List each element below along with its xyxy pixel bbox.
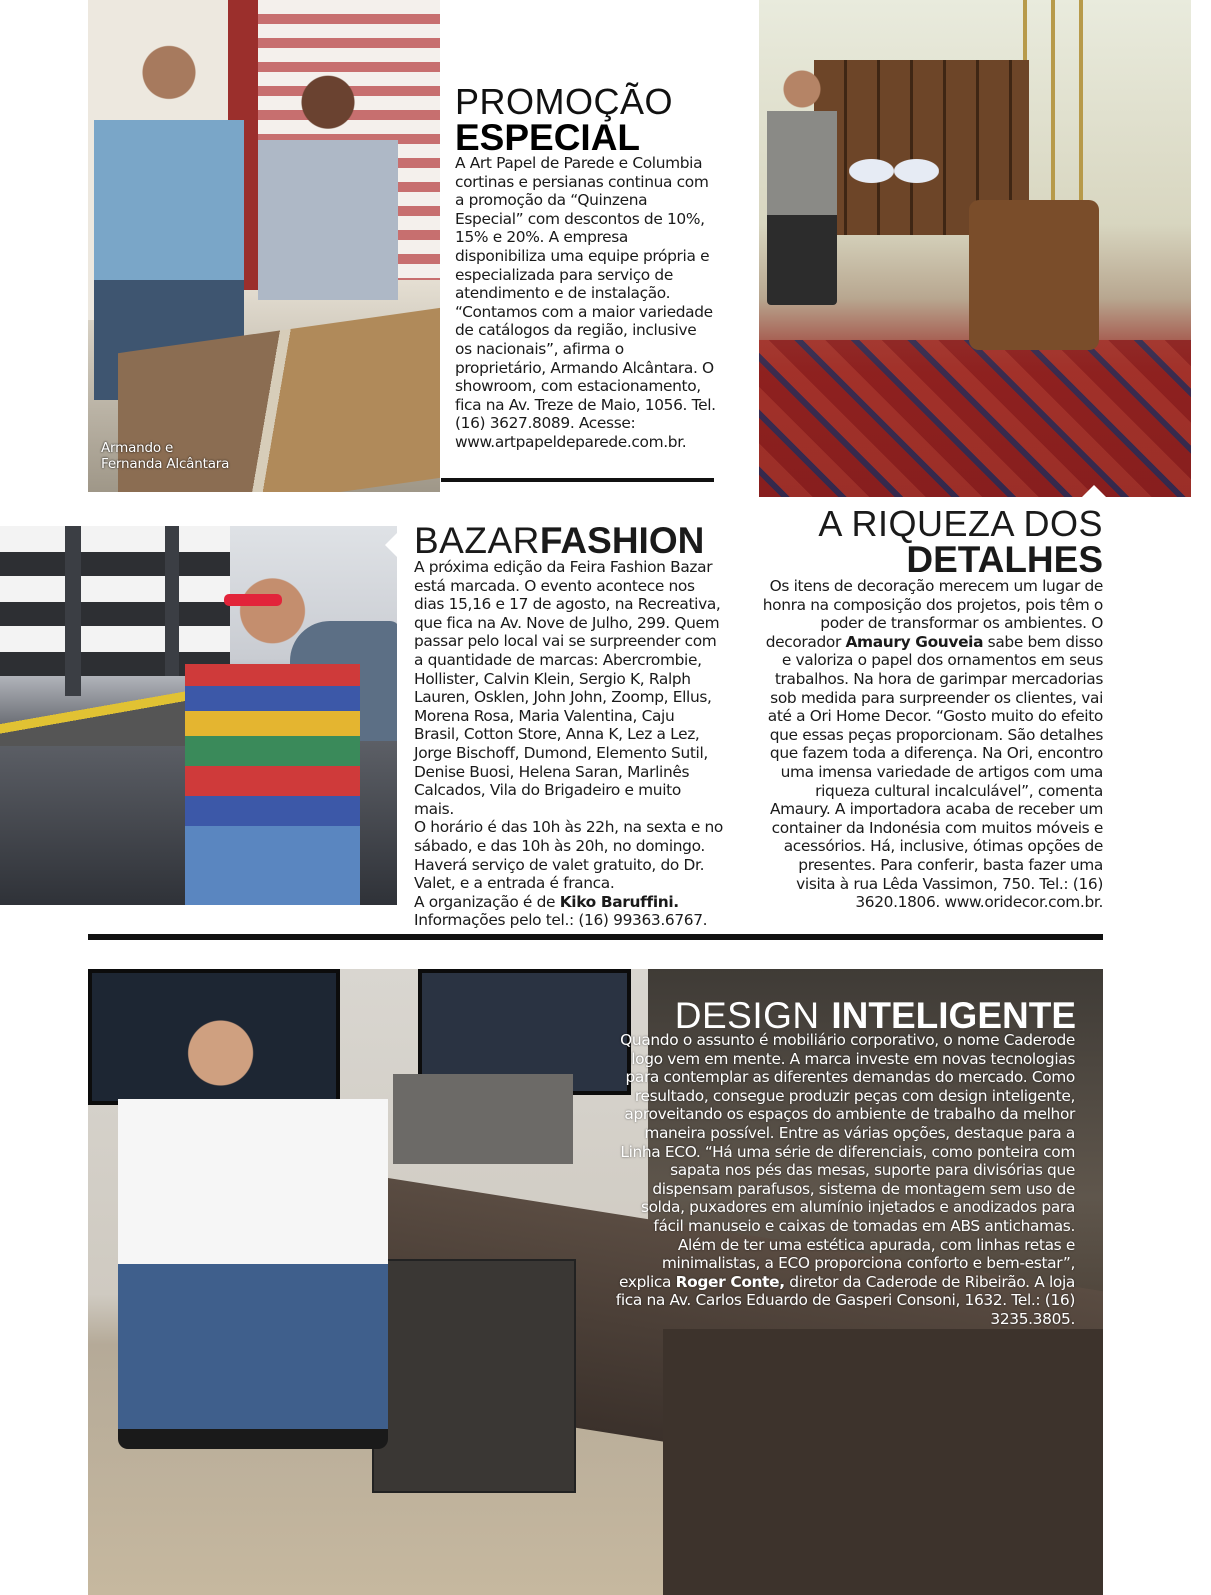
photo-kiko-baruffini: [0, 526, 397, 905]
wooden-armchair: [969, 200, 1099, 350]
riqueza-body: Os itens de decoração merecem um lugar de honra na composição dos projetos, pois têm o poder de transformar os ambientes. O decorador Amaury Gouveia sabe bem disso e valoriza o papel dos ornamentos em seus trabalhos. Na hora de garimpar mercadorias sob medida para surpreender os clientes, vai até a Ori Home Decor. “Gosto muito do efeito que essas peças proporcionam. São detalhes que fazem toda a diferença. Na Ori, encontro uma imensa variedade de artigos com uma riqueza cultural incalculável”, comenta Amaury. A importadora acaba de receber um container da Indonésia com muitos móveis e acessórios. Há, inclusive, ótimas opções de presentes. Para conferir, basta fazer uma visita à rua Lêda Vassimon, 750. Tel.: (16) 3620.1806. www.oridecor.com.br.: [762, 577, 1103, 912]
photo-caption: Armando e Fernanda Alcântara: [101, 440, 230, 472]
organizer-name: Kiko Baruffini.: [559, 892, 679, 911]
promo-heading: PROMOÇÃO ESPECIAL: [455, 81, 674, 158]
shelving-unit: [663, 1329, 1103, 1595]
red-sunglasses: [224, 594, 282, 606]
person-roger-conte: [118, 1009, 388, 1449]
person-fernanda: [258, 70, 398, 300]
porcelain-vases: [849, 135, 939, 195]
section-divider: [88, 934, 1103, 940]
designer-name: Amaury Gouveia: [845, 632, 984, 651]
persian-rug: [759, 340, 1191, 497]
person-amaury: [767, 65, 837, 305]
photo-armando-fernanda: [88, 0, 440, 492]
design-body: Quando o assunto é mobiliário corporativo, o nome Caderode logo vem em mente. A marca investe em novas tecnologias para contemplar as diferentes demandas do mercado. Como resultado, consegue produzir peças com design inteligente, aproveitando os espaços do ambiente de trabalho da melhor maneira possível. Entre as várias opções, destaque para a Linha ECO. “Há uma série de diferenciais, como ponteira com sapata nos pés das mesas, suporte para divisórias que dispensam parafusos, sistema de montagem sem uso de solda, puxadores em alumínio injetados e anodizados para fácil manuseio e caixas de tomadas em ABS antichamas. Além de ter uma estética apurada, com linhas retas e minimalistas, a ECO proporciona conforto e bem-estar”, explica Roger Conte, diretor da Caderode de Ribeirão. A loja fica na Av. Carlos Eduardo de Gasperi Consoni, 1632. Tel.: (16) 3235.3805.: [615, 1031, 1075, 1328]
bazar-body: A próxima edição da Feira Fashion Bazar está marcada. O evento acontece nos dias 15,16 e 17 de agosto, na Recreativa, que fica na Av. Nove de Julho, 299. Quem passar pelo local vai se surpreender com a quantidade de marcas: Abercrombie, Hollister, Calvin Klein, Sergio K, Ralph Lauren, Osklen, John John, Zoomp, Ellus, Morena Rosa, Maria Valentina, Caju Brasil, Cotton Store, Anna K, Lez a Lez, Jorge Bischoff, Dumond, Elemento Sutil, Denise Buosi, Helena Saran, Marlinês Calcados, Vila do Brigadeiro e muito mais. O horário é das 10h às 22h, na sexta e no sábado, e das 10h às 20h, no domingo. Haverá serviço de valet gratuito, do Dr. Valet, e a entrada é franca. A organização é de Kiko Baruffini. Informações pelo tel.: (16) 99363.6767.: [414, 558, 723, 930]
desk-partition: [393, 1074, 573, 1164]
riqueza-heading: A RIQUEZA DOS DETALHES: [818, 503, 1103, 580]
design-heading: DESIGN INTELIGENTE: [674, 995, 1076, 1036]
divider-rule: [441, 478, 714, 482]
person-kiko: [185, 566, 360, 905]
promo-body: A Art Papel de Parede e Columbia cortinas e persianas continua com a promoção da “Quinzena Especial” com descontos de 10%, 15% e 20%. A empresa disponibiliza uma equipe própria e especializada para serviço de atendimento e de instalação. “Contamos com a maior variedade de catálogos da região, inclusive os nacionais”, afirma o proprietário, Armando Alcântara. O showroom, com estacionamento, fica na Av. Treze de Maio, 1056. Tel. (16) 3627.8089. Acesse: www.artpapeldeparede.com.br.: [455, 154, 716, 451]
drawer-cabinet: [372, 1259, 576, 1493]
bazar-heading: BAZARFASHION: [414, 520, 705, 561]
photo-amaury-decor: [759, 0, 1191, 497]
director-name: Roger Conte,: [675, 1272, 785, 1291]
